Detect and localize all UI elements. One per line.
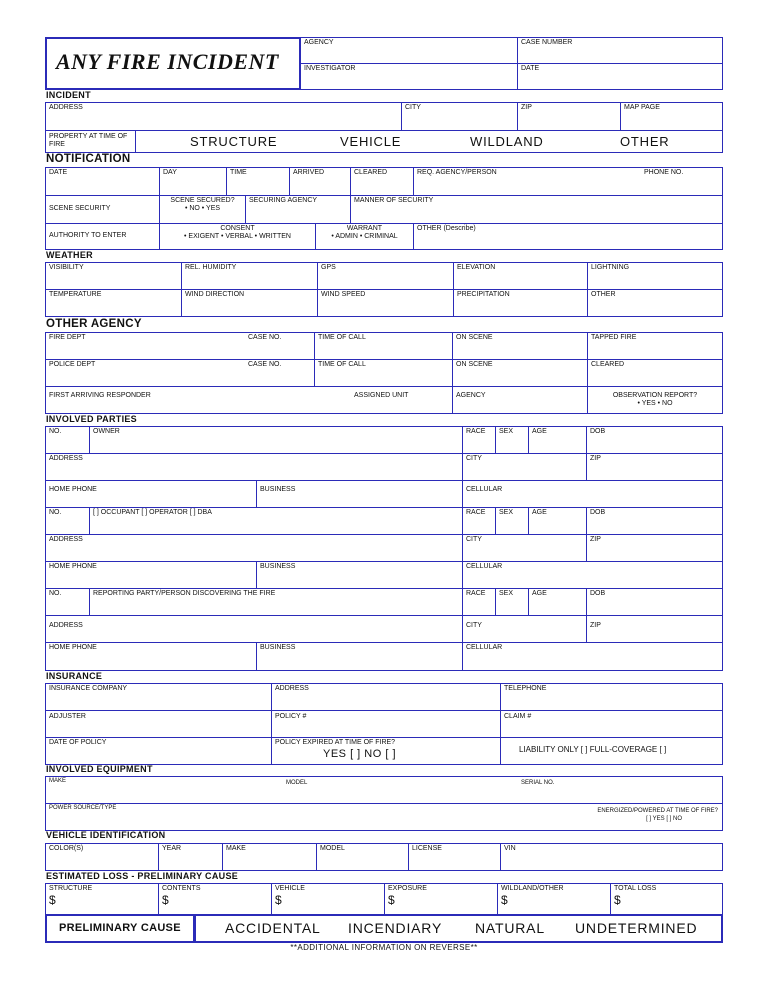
tapped-fire-field[interactable]: TAPPED FIRE bbox=[587, 332, 723, 360]
loss-wildland-field[interactable]: WILDLAND/OTHER $ bbox=[497, 883, 611, 915]
securing-agency-field[interactable]: SECURING AGENCY bbox=[245, 195, 351, 224]
section-incident: INCIDENT bbox=[46, 90, 91, 100]
weather-other-field[interactable]: OTHER bbox=[587, 289, 723, 317]
section-notification: NOTIFICATION bbox=[46, 153, 131, 165]
observation-field[interactable]: OBSERVATION REPORT? • YES • NO bbox=[587, 386, 723, 414]
police-dept-field[interactable]: POLICE DEPT CASE NO. bbox=[45, 359, 315, 387]
consent-field[interactable]: CONSENT • EXIGENT • VERBAL • WRITTEN bbox=[159, 223, 316, 250]
elevation-field[interactable]: ELEVATION bbox=[453, 262, 588, 290]
occupant-field[interactable]: [ ] OCCUPANT [ ] OPERATOR [ ] DBA bbox=[89, 507, 463, 535]
humidity-field[interactable]: REL. HUMIDITY bbox=[181, 262, 318, 290]
party1-race-field[interactable]: RACE bbox=[462, 426, 496, 454]
notif-date-field[interactable]: DATE bbox=[45, 167, 160, 196]
section-involved-equipment: INVOLVED EQUIPMENT bbox=[46, 764, 153, 774]
party3-dob-field[interactable]: DOB bbox=[586, 588, 723, 616]
party3-home-phone-field[interactable]: HOME PHONE bbox=[45, 642, 257, 671]
loss-structure-field[interactable]: STRUCTURE $ bbox=[45, 883, 159, 915]
agency-field[interactable]: AGENCY bbox=[300, 37, 518, 64]
cause-undetermined[interactable]: UNDETERMINED bbox=[575, 920, 698, 936]
notif-time-field[interactable]: TIME bbox=[226, 167, 290, 196]
party3-race-field[interactable]: RACE bbox=[462, 588, 496, 616]
fire-dept-field[interactable]: FIRE DEPT CASE NO. bbox=[45, 332, 315, 360]
wind-direction-field[interactable]: WIND DIRECTION bbox=[181, 289, 318, 317]
scene-secured-field[interactable]: SCENE SECURED? • NO • YES bbox=[159, 195, 246, 224]
policy-number-field[interactable]: POLICY # bbox=[271, 710, 501, 738]
party3-sex-field[interactable]: SEX bbox=[495, 588, 529, 616]
party1-home-phone-field[interactable]: HOME PHONE bbox=[45, 480, 257, 508]
scene-security-label: SCENE SECURITY bbox=[45, 195, 160, 224]
party1-business-field[interactable]: BUSINESS bbox=[256, 480, 463, 508]
insurance-telephone-field[interactable]: TELEPHONE bbox=[500, 683, 723, 711]
section-weather: WEATHER bbox=[46, 250, 93, 260]
temperature-field[interactable]: TEMPERATURE bbox=[45, 289, 182, 317]
vehicle-model-field[interactable]: MODEL bbox=[316, 843, 409, 871]
party3-business-field[interactable]: BUSINESS bbox=[256, 642, 463, 671]
party3-age-field[interactable]: AGE bbox=[528, 588, 587, 616]
loss-vehicle-field[interactable]: VEHICLE $ bbox=[271, 883, 385, 915]
property-label: PROPERTY AT TIME OF FIRE bbox=[45, 130, 136, 153]
incident-address-field[interactable]: ADDRESS bbox=[45, 102, 402, 131]
vehicle-vin-field[interactable]: VIN bbox=[500, 843, 723, 871]
precipitation-field[interactable]: PRECIPITATION bbox=[453, 289, 588, 317]
section-vehicle-identification: VEHICLE IDENTIFICATION bbox=[46, 830, 166, 840]
incident-zip-field[interactable]: ZIP bbox=[517, 102, 621, 131]
party2-dob-field[interactable]: DOB bbox=[586, 507, 723, 535]
reporting-party-field[interactable]: REPORTING PARTY/PERSON DISCOVERING THE FIRE bbox=[89, 588, 463, 616]
party2-zip-field[interactable]: ZIP bbox=[586, 534, 723, 562]
party2-address-field[interactable]: ADDRESS bbox=[45, 534, 463, 562]
party2-age-field[interactable]: AGE bbox=[528, 507, 587, 535]
equipment-make-row[interactable]: MAKE MODEL SERIAL NO. bbox=[45, 776, 723, 804]
form-title: ANY FIRE INCIDENT bbox=[56, 49, 279, 74]
map-page-field[interactable]: MAP PAGE bbox=[620, 102, 723, 131]
equipment-power-row[interactable]: POWER SOURCE/TYPE ENERGIZED/POWERED AT TIME OF FIRE? [ ] YES [ ] NO bbox=[45, 803, 723, 831]
notif-arrived-field[interactable]: ARRIVED bbox=[289, 167, 351, 196]
party1-age-field[interactable]: AGE bbox=[528, 426, 587, 454]
party1-dob-field[interactable]: DOB bbox=[586, 426, 723, 454]
first-arriving-field[interactable]: FIRST ARRIVING RESPONDER ASSIGNED UNIT bbox=[45, 386, 453, 414]
investigator-field[interactable]: INVESTIGATOR bbox=[300, 63, 518, 90]
loss-contents-field[interactable]: CONTENTS $ bbox=[158, 883, 272, 915]
section-involved-parties: INVOLVED PARTIES bbox=[46, 414, 137, 424]
fire-on-scene-field[interactable]: ON SCENE bbox=[452, 332, 588, 360]
party3-no-field[interactable]: NO. bbox=[45, 588, 90, 616]
party3-address-field[interactable]: ADDRESS bbox=[45, 615, 463, 643]
police-cleared-field[interactable]: CLEARED bbox=[587, 359, 723, 387]
party3-city-field[interactable]: CITY bbox=[462, 615, 587, 643]
claim-number-field[interactable]: CLAIM # bbox=[500, 710, 723, 738]
case-number-field[interactable]: CASE NUMBER bbox=[517, 37, 723, 64]
cause-accidental[interactable]: ACCIDENTAL bbox=[225, 920, 321, 936]
policy-expired-field[interactable]: POLICY EXPIRED AT TIME OF FIRE? YES [ ] NO [ ] bbox=[271, 737, 501, 765]
incident-city-field[interactable]: CITY bbox=[401, 102, 518, 131]
fire-time-of-call-field[interactable]: TIME OF CALL bbox=[314, 332, 453, 360]
option-other[interactable]: OTHER bbox=[620, 134, 670, 149]
section-estimated-loss: ESTIMATED LOSS - PRELIMINARY CAUSE bbox=[46, 871, 239, 881]
loss-exposure-field[interactable]: EXPOSURE $ bbox=[384, 883, 498, 915]
vehicle-license-field[interactable]: LICENSE bbox=[408, 843, 501, 871]
footer-note: **ADDITIONAL INFORMATION ON REVERSE** bbox=[290, 943, 478, 952]
manner-security-field[interactable]: MANNER OF SECURITY bbox=[350, 195, 723, 224]
option-vehicle[interactable]: VEHICLE bbox=[340, 134, 402, 149]
option-structure[interactable]: STRUCTURE bbox=[190, 134, 278, 149]
party1-cellular-field[interactable]: CELLULAR bbox=[462, 480, 723, 508]
phone-label: PHONE NO. bbox=[644, 169, 684, 176]
insurance-address-field[interactable]: ADDRESS bbox=[271, 683, 501, 711]
date-field[interactable]: DATE bbox=[517, 63, 723, 90]
vehicle-year-field[interactable]: YEAR bbox=[158, 843, 223, 871]
section-insurance: INSURANCE bbox=[46, 671, 103, 681]
option-wildland[interactable]: WILDLAND bbox=[470, 134, 544, 149]
party2-no-field[interactable]: NO. bbox=[45, 507, 90, 535]
party1-city-field[interactable]: CITY bbox=[462, 453, 587, 481]
first-agency-field[interactable]: AGENCY bbox=[452, 386, 588, 414]
loss-total-field[interactable]: TOTAL LOSS $ bbox=[610, 883, 723, 915]
vehicle-make-field[interactable]: MAKE bbox=[222, 843, 317, 871]
notif-day-field[interactable]: DAY bbox=[159, 167, 227, 196]
preliminary-cause-label: PRELIMINARY CAUSE bbox=[59, 922, 181, 934]
authority-other-field[interactable]: OTHER (Describe) bbox=[413, 223, 723, 250]
insurance-company-field[interactable]: INSURANCE COMPANY bbox=[45, 683, 272, 711]
adjuster-field[interactable]: ADJUSTER bbox=[45, 710, 272, 738]
section-other-agency: OTHER AGENCY bbox=[46, 318, 142, 330]
req-agency-field[interactable]: REQ. AGENCY/PERSON PHONE NO. bbox=[413, 167, 723, 196]
police-on-scene-field[interactable]: ON SCENE bbox=[452, 359, 588, 387]
visibility-field[interactable]: VISIBILITY bbox=[45, 262, 182, 290]
party1-zip-field[interactable]: ZIP bbox=[586, 453, 723, 481]
party3-cellular-field[interactable]: CELLULAR bbox=[462, 642, 723, 671]
party2-business-field[interactable]: BUSINESS bbox=[256, 561, 463, 589]
party1-no-field[interactable]: NO. bbox=[45, 426, 90, 454]
coverage-field[interactable]: LIABILITY ONLY [ ] FULL-COVERAGE [ ] bbox=[500, 737, 723, 765]
party2-race-field[interactable]: RACE bbox=[462, 507, 496, 535]
police-time-of-call-field[interactable]: TIME OF CALL bbox=[314, 359, 453, 387]
party2-city-field[interactable]: CITY bbox=[462, 534, 587, 562]
party1-address-field[interactable]: ADDRESS bbox=[45, 453, 463, 481]
authority-label: AUTHORITY TO ENTER bbox=[45, 223, 160, 250]
party2-cellular-field[interactable]: CELLULAR bbox=[462, 561, 723, 589]
date-of-policy-field[interactable]: DATE OF POLICY bbox=[45, 737, 272, 765]
warrant-field[interactable]: WARRANT • ADMIN • CRIMINAL bbox=[315, 223, 414, 250]
wind-speed-field[interactable]: WIND SPEED bbox=[317, 289, 454, 317]
lightning-field[interactable]: LIGHTNING bbox=[587, 262, 723, 290]
notif-cleared-field[interactable]: CLEARED bbox=[350, 167, 414, 196]
cause-natural[interactable]: NATURAL bbox=[475, 920, 545, 936]
owner-field[interactable]: OWNER bbox=[89, 426, 463, 454]
party1-sex-field[interactable]: SEX bbox=[495, 426, 529, 454]
party2-sex-field[interactable]: SEX bbox=[495, 507, 529, 535]
party3-zip-field[interactable]: ZIP bbox=[586, 615, 723, 643]
vehicle-color-field[interactable]: COLOR(S) bbox=[45, 843, 159, 871]
gps-field[interactable]: GPS bbox=[317, 262, 454, 290]
party2-home-phone-field[interactable]: HOME PHONE bbox=[45, 561, 257, 589]
cause-incendiary[interactable]: INCENDIARY bbox=[348, 920, 443, 936]
